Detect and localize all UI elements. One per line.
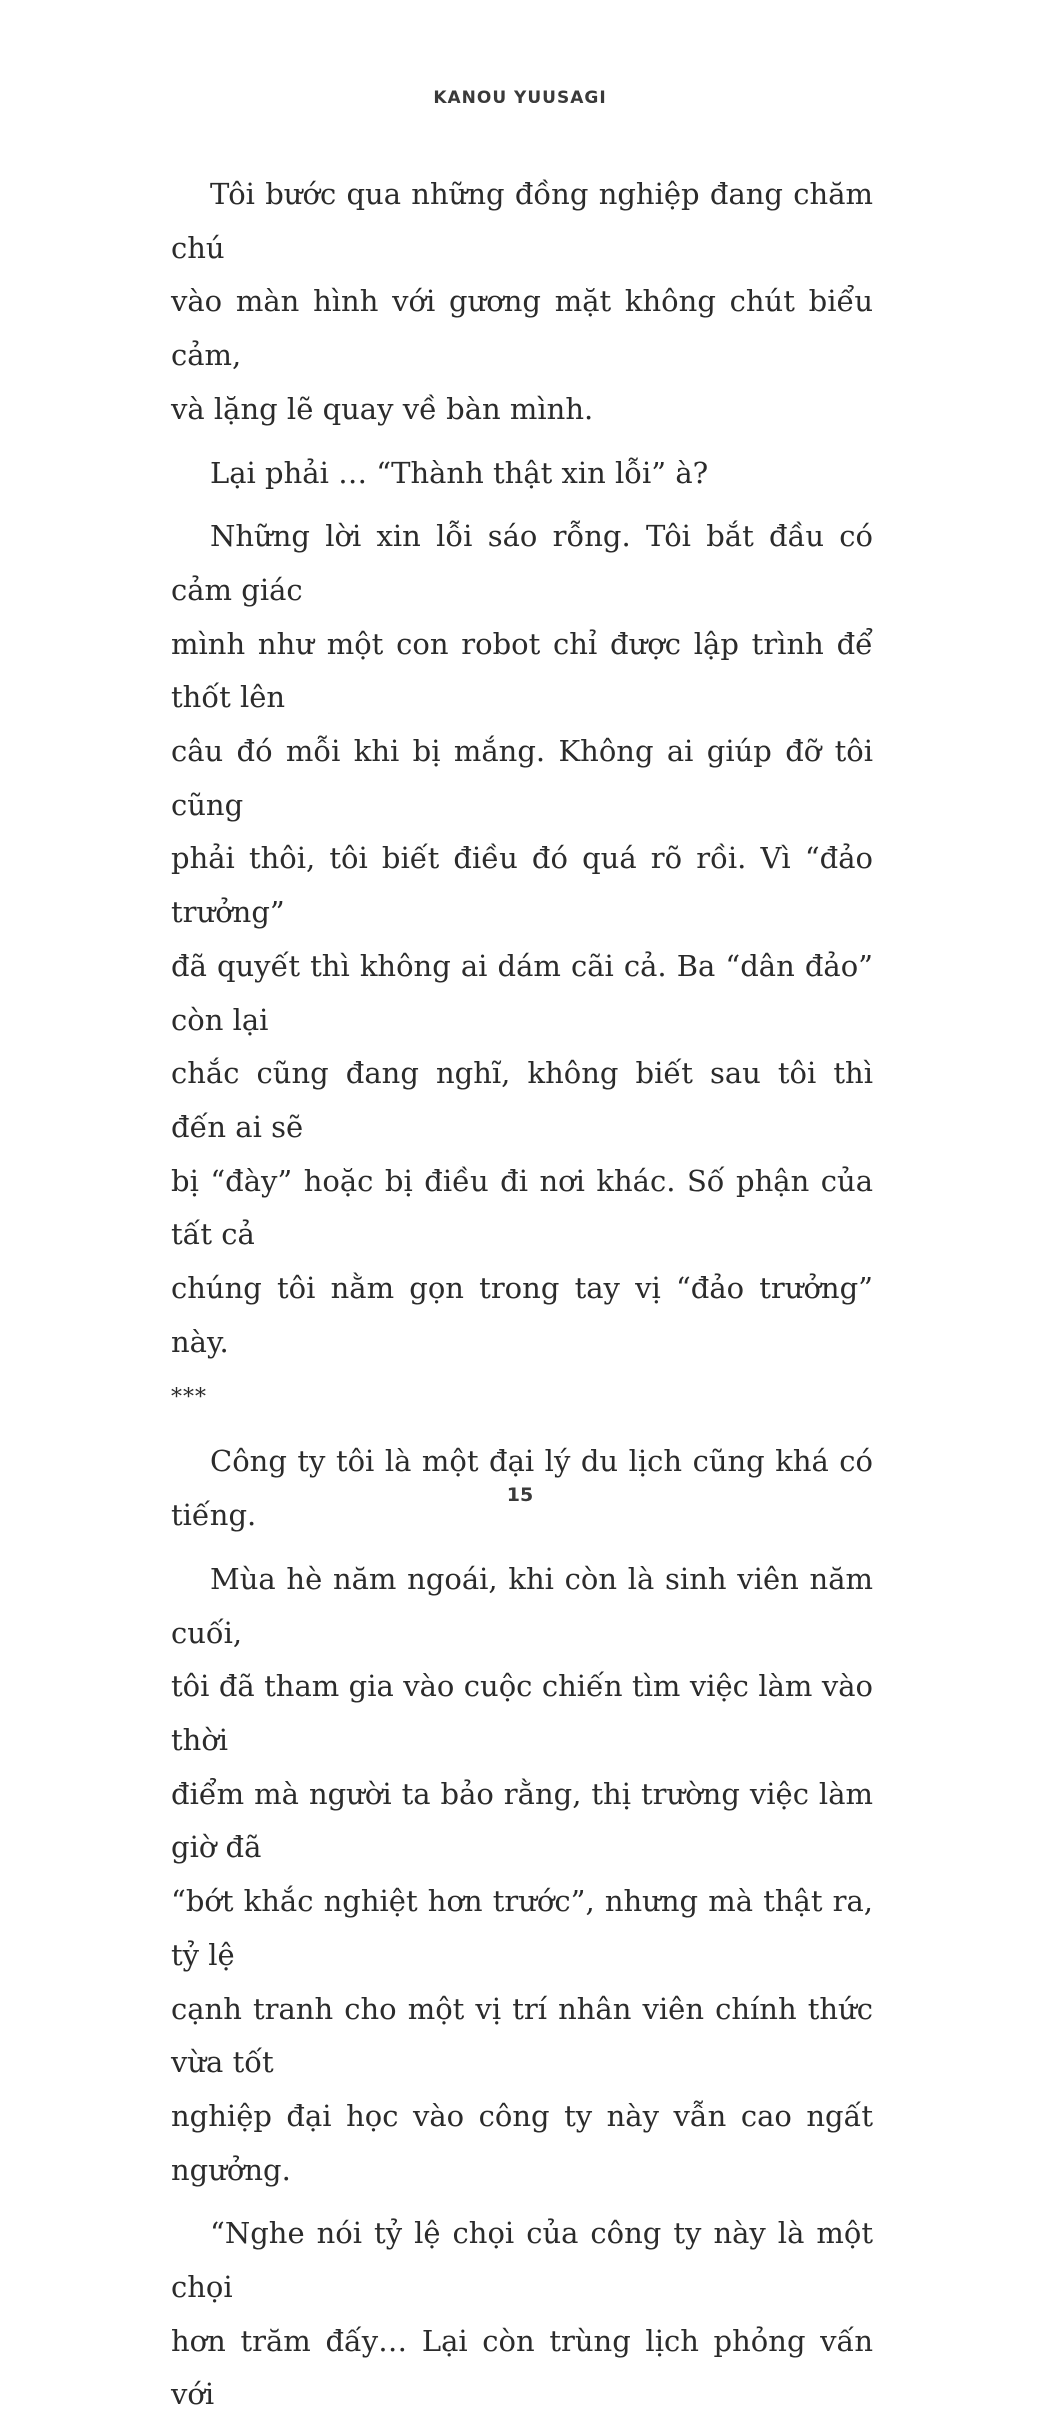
body-text xyxy=(171,168,873,2422)
paragraph-1: Tôi bước qua những đồng nghiệp đang chăm chú vào màn hình với gương mặt không chút biểu cảm, và lặng lẽ quay về bàn mình. xyxy=(171,177,873,426)
running-head-author: KANOU YUUSAGI xyxy=(433,88,607,108)
paragraph-3: Những lời xin lỗi sáo rỗng. Tôi bắt đầu có cảm giác mình như một con robot chỉ được lập trình để thốt lên câu đó mỗi khi bị mắng. Không ai giúp đỡ tôi cũng phải thôi, tôi biết điều đó quá rõ rồi. Vì “đảo trưởng” đã quyết thì không ai dám cãi cả. Ba “dân đảo” còn lại chắc cũng đang nghĩ, không biết sau tôi thì đến ai sẽ bị “đày” hoặc bị điều đi nơi khác. Số phận của tất cả chúng tôi nằm gọn trong tay vị “đảo trưởng” này. xyxy=(171,519,873,1359)
page-number: 15 xyxy=(506,1484,534,1506)
paragraph-2: Lại phải … “Thành thật xin lỗi” à? xyxy=(210,455,709,490)
paragraph-5: Mùa hè năm ngoái, khi còn là sinh viên năm cuối, tôi đã tham gia vào cuộc chiến tìm việc làm vào thời điểm mà người ta bảo rằng, thị trường việc làm giờ đã “bớt khắc nghiệt hơn trước”, nhưng mà thật ra, tỷ lệ cạnh tranh cho một vị trí nhân viên chính thức vừa tốt nghiệp đại học vào công ty này vẫn cao ngất ngưởng. xyxy=(171,1561,873,2187)
paragraph-4: Công ty tôi là một đại lý du lịch cũng khá có tiếng. xyxy=(171,1444,873,1533)
paragraph-6: “Nghe nói tỷ lệ chọi của công ty này là một chọi hơn trăm đấy… Lại còn trùng lịch phỏng vấn với xyxy=(171,2216,873,2412)
scene-break: *** xyxy=(171,1385,207,1411)
